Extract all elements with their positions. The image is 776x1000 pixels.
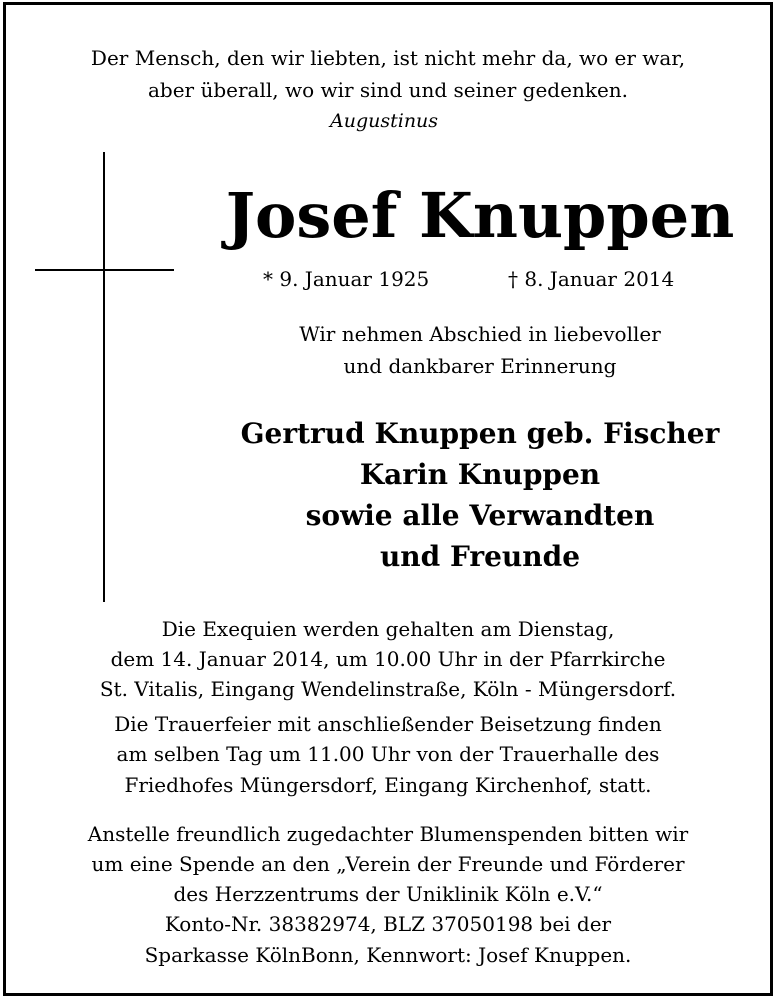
quote-line-2: aber überall, wo wir sind und seiner gedenken. bbox=[147, 78, 629, 102]
cross-icon-horizontal bbox=[35, 269, 174, 271]
donation-line-5: Sparkasse KölnBonn, Kennwort: Josef Knuppen. bbox=[144, 943, 632, 967]
farewell-line-2: und dankbarer Erinnerung bbox=[343, 354, 617, 378]
farewell-line-1: Wir nehmen Abschied in liebevoller bbox=[299, 322, 661, 346]
trauerfeier-line-2: am selben Tag um 11.00 Uhr von der Trauerhalle des bbox=[116, 742, 660, 766]
exequien-line-1: Die Exequien werden gehalten am Dienstag, bbox=[161, 617, 615, 641]
trauerfeier-line-1: Die Trauerfeier mit anschließender Beisetzung finden bbox=[114, 712, 662, 736]
mourner-line-2: Karin Knuppen bbox=[359, 458, 601, 491]
donation-line-3: des Herzzentrums der Uniklinik Köln e.V.“ bbox=[173, 882, 603, 906]
death-date: † 8. Januar 2014 bbox=[508, 267, 675, 291]
mourner-line-4: und Freunde bbox=[379, 540, 581, 573]
exequien-line-3: St. Vitalis, Eingang Wendelinstraße, Köln - Müngersdorf. bbox=[99, 677, 677, 701]
exequien-line-2: dem 14. Januar 2014, um 10.00 Uhr in der Pfarrkirche bbox=[110, 647, 666, 671]
quote-line-1: Der Mensch, den wir liebten, ist nicht mehr da, wo er war, bbox=[90, 46, 686, 70]
cross-icon-vertical bbox=[103, 152, 105, 602]
birth-date: * 9. Januar 1925 bbox=[263, 267, 430, 291]
mourner-line-1: Gertrud Knuppen geb. Fischer bbox=[240, 417, 720, 450]
donation-line-2: um eine Spende an den „Verein der Freunde und Förderer bbox=[91, 852, 685, 876]
trauerfeier-line-3: Friedhofes Müngersdorf, Eingang Kirchenhof, statt. bbox=[124, 773, 652, 797]
mourner-line-3: sowie alle Verwandten bbox=[305, 499, 655, 532]
deceased-name: Josef Knuppen bbox=[225, 179, 735, 252]
donation-line-1: Anstelle freundlich zugedachter Blumenspenden bitten wir bbox=[87, 822, 689, 846]
donation-line-4: Konto-Nr. 38382974, BLZ 37050198 bei der bbox=[164, 912, 612, 936]
quote-author: Augustinus bbox=[330, 110, 439, 132]
